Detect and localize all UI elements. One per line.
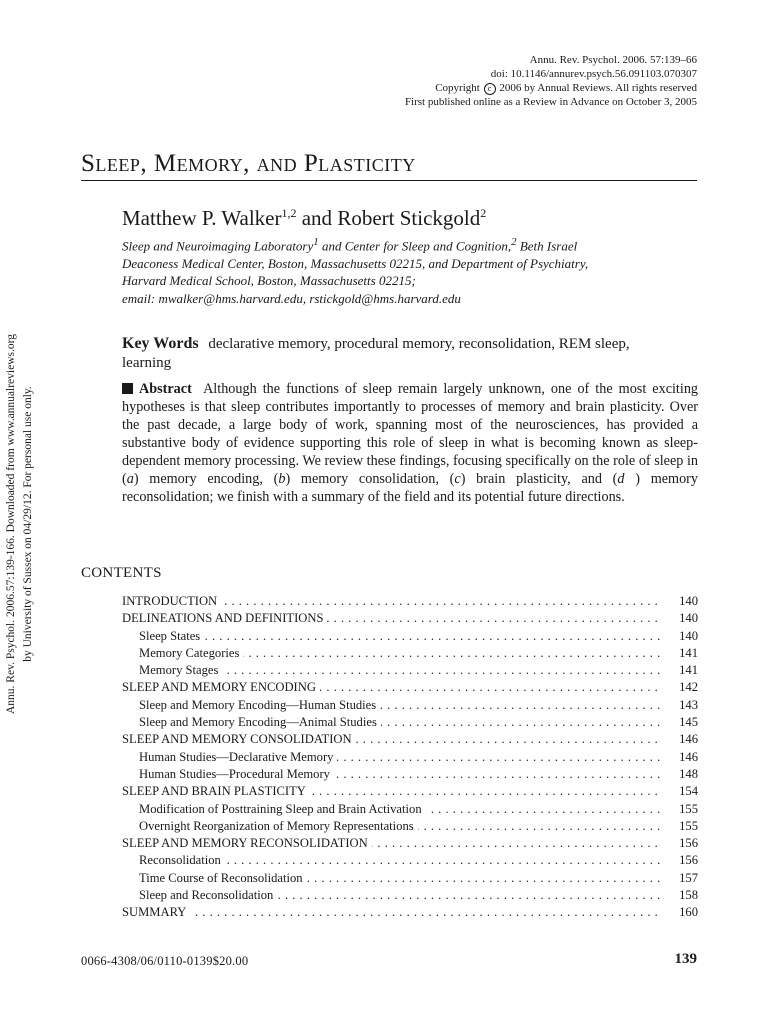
- table-of-contents: [122, 593, 698, 922]
- copyright-suffix: 2006 by Annual Reviews. All rights reserved: [499, 82, 697, 94]
- toc-subentry[interactable]: [122, 766, 698, 783]
- toc-entry-title: Overnight Reorganization of Memory Representations: [139, 819, 418, 833]
- citation-line: Annu. Rev. Psychol. 2006. 57:139–66: [529, 54, 697, 66]
- toc-entry-title: Human Studies—Procedural Memory: [139, 767, 334, 781]
- toc-entry-title: SLEEP AND BRAIN PLASTICITY: [122, 784, 310, 798]
- copyright-line: [405, 81, 697, 95]
- toc-subentry[interactable]: [122, 801, 698, 818]
- author-affiliation-marker: 1,2: [281, 206, 297, 220]
- toc-subentry[interactable]: [122, 714, 698, 731]
- toc-entry-page: 143: [679, 697, 698, 712]
- toc-entry[interactable]: [122, 679, 698, 696]
- toc-entry-page: 158: [679, 888, 698, 903]
- toc-entry-title: INTRODUCTION: [122, 594, 221, 608]
- toc-entry[interactable]: [122, 593, 698, 610]
- toc-entry-title: Time Course of Reconsolidation: [139, 871, 307, 885]
- toc-entry-page: 140: [679, 594, 698, 608]
- affiliation-text: Sleep and Neuroimaging Laboratory: [122, 238, 314, 254]
- toc-entry-page: 155: [679, 818, 698, 833]
- toc-subentry[interactable]: [122, 662, 698, 679]
- toc-entry-page: 155: [679, 801, 698, 816]
- toc-entry-page: 156: [679, 836, 698, 851]
- toc-entry-page: 154: [679, 784, 698, 799]
- abstract-text: ) brain plasticity, and (: [460, 471, 618, 487]
- toc-entry-page: 146: [679, 749, 698, 764]
- affiliation-text: and Center for Sleep and Cognition,: [318, 238, 512, 254]
- toc-entry-page: 157: [679, 870, 698, 885]
- affiliation-marker: 1: [313, 236, 319, 248]
- article-title: Sleep, Memory, and Plasticity: [81, 150, 416, 177]
- toc-entry-page: 141: [679, 663, 698, 678]
- article-code: 0066-4308/06/0110-0139$20.00: [81, 954, 249, 968]
- toc-entry[interactable]: [122, 904, 698, 921]
- copyright-icon: c: [484, 83, 496, 95]
- toc-entry-title: DELINEATIONS AND DEFINITIONS: [122, 611, 327, 625]
- affiliation-line: Deaconess Medical Center, Boston, Massachusetts 02215, and Department of Psychiatry,: [122, 255, 589, 271]
- toc-entry-page: 156: [679, 853, 698, 868]
- toc-entry[interactable]: [122, 731, 698, 748]
- toc-entry-title: SLEEP AND MEMORY CONSOLIDATION: [122, 732, 356, 746]
- email-line: email: mwalker@hms.harvard.edu, rstickgold@hms.harvard.edu: [122, 290, 461, 306]
- toc-entry-title: Sleep States: [139, 629, 204, 643]
- affiliation-block: [122, 234, 702, 307]
- toc-entry-page: 160: [679, 905, 698, 920]
- toc-entry-title: SLEEP AND MEMORY RECONSOLIDATION: [122, 836, 372, 850]
- toc-entry[interactable]: [122, 783, 698, 800]
- author-conjunction: and: [296, 206, 338, 230]
- contents-heading: CONTENTS: [81, 565, 162, 581]
- abstract-text: ) memory consolidation, (: [285, 471, 455, 487]
- toc-entry-title: Memory Categories: [139, 646, 243, 660]
- affiliation-line: Harvard Medical School, Boston, Massachusetts 02215;: [122, 273, 416, 289]
- toc-subentry[interactable]: [122, 645, 698, 662]
- toc-entry-title: Sleep and Reconsolidation: [139, 888, 277, 902]
- abstract-block: [122, 380, 698, 506]
- doi-line: doi: 10.1146/annurev.psych.56.091103.070307: [490, 68, 697, 80]
- download-notice: [3, 304, 39, 744]
- list-marker: d: [617, 471, 625, 487]
- affiliation-line: [122, 234, 702, 255]
- toc-entry-title: SLEEP AND MEMORY ENCODING: [122, 680, 320, 694]
- toc-entry-title: Memory Stages: [139, 663, 222, 677]
- abstract-label: Abstract: [139, 381, 192, 397]
- toc-entry-title: Sleep and Memory Encoding—Animal Studies: [139, 715, 381, 729]
- toc-entry-title: Reconsolidation: [139, 853, 225, 867]
- toc-subentry[interactable]: [122, 870, 698, 887]
- title-divider: [81, 180, 697, 181]
- toc-entry-page: 145: [679, 715, 698, 730]
- download-notice-line-1: Annu. Rev. Psychol. 2006.57:139-166. Downloaded from www.annualreviews.org: [5, 334, 17, 714]
- author-name: Matthew P. Walker: [122, 206, 282, 230]
- download-notice-line-2: by University of Sussex on 04/29/12. For personal use only.: [22, 386, 34, 662]
- toc-entry-page: 148: [679, 766, 698, 781]
- journal-metadata: [405, 53, 697, 109]
- toc-subentry[interactable]: [122, 749, 698, 766]
- toc-subentry[interactable]: [122, 852, 698, 869]
- author-name: Robert Stickgold: [337, 206, 481, 230]
- toc-entry-title: Human Studies—Declarative Memory: [139, 750, 337, 764]
- author-affiliation-marker: 2: [480, 206, 487, 220]
- toc-entry[interactable]: [122, 610, 698, 627]
- keywords-label: Key Words: [122, 335, 199, 352]
- affiliation-marker: 2: [511, 236, 517, 248]
- toc-subentry[interactable]: [122, 818, 698, 835]
- toc-entry-title: SUMMARY: [122, 905, 190, 919]
- affiliation-text: Beth Israel: [516, 238, 578, 254]
- toc-subentry[interactable]: [122, 887, 698, 904]
- toc-entry-title: Sleep and Memory Encoding—Human Studies: [139, 698, 380, 712]
- list-marker: b: [278, 471, 286, 487]
- abstract-text: Although the functions of sleep remain largely unknown, one of the most exciting hypotheses is that sleep contributes importantly to processes of memory and brain plasticity. Over the past decade, a large body of work, spanning most of the neurosciences, has provided a substantive body of evidence supporting this role of sleep in what is becoming known as sleep-dependent memory processing. We review these findings, focusing specifically on the role of sleep in (: [122, 381, 699, 487]
- list-marker: c: [454, 471, 461, 487]
- toc-entry-page: 146: [679, 732, 698, 747]
- published-line: First published online as a Review in Advance on October 3, 2005: [404, 96, 697, 108]
- keywords-text: declarative memory, procedural memory, reconsolidation, REM sleep, learning: [122, 336, 630, 371]
- toc-entry-page: 142: [679, 680, 698, 695]
- keywords-block: [122, 334, 682, 373]
- toc-entry-title: Modification of Posttraining Sleep and Brain Activation: [139, 802, 426, 816]
- toc-entry-page: 140: [679, 611, 698, 626]
- toc-subentry[interactable]: [122, 697, 698, 714]
- toc-entry-page: 141: [679, 645, 698, 660]
- author-line: [122, 206, 486, 231]
- abstract-text: ) memory encoding, (: [133, 471, 279, 487]
- abstract-text: ) memory reconsolidation; we finish with a summary of the field and its potential future directions.: [122, 471, 698, 505]
- toc-entry[interactable]: [122, 835, 698, 852]
- toc-subentry[interactable]: [122, 628, 698, 645]
- copyright-prefix: Copyright: [435, 82, 480, 94]
- toc-entry-page: 140: [679, 628, 698, 643]
- page-number: 139: [674, 951, 697, 967]
- list-marker: a: [126, 471, 134, 487]
- square-bullet-icon: [122, 383, 133, 394]
